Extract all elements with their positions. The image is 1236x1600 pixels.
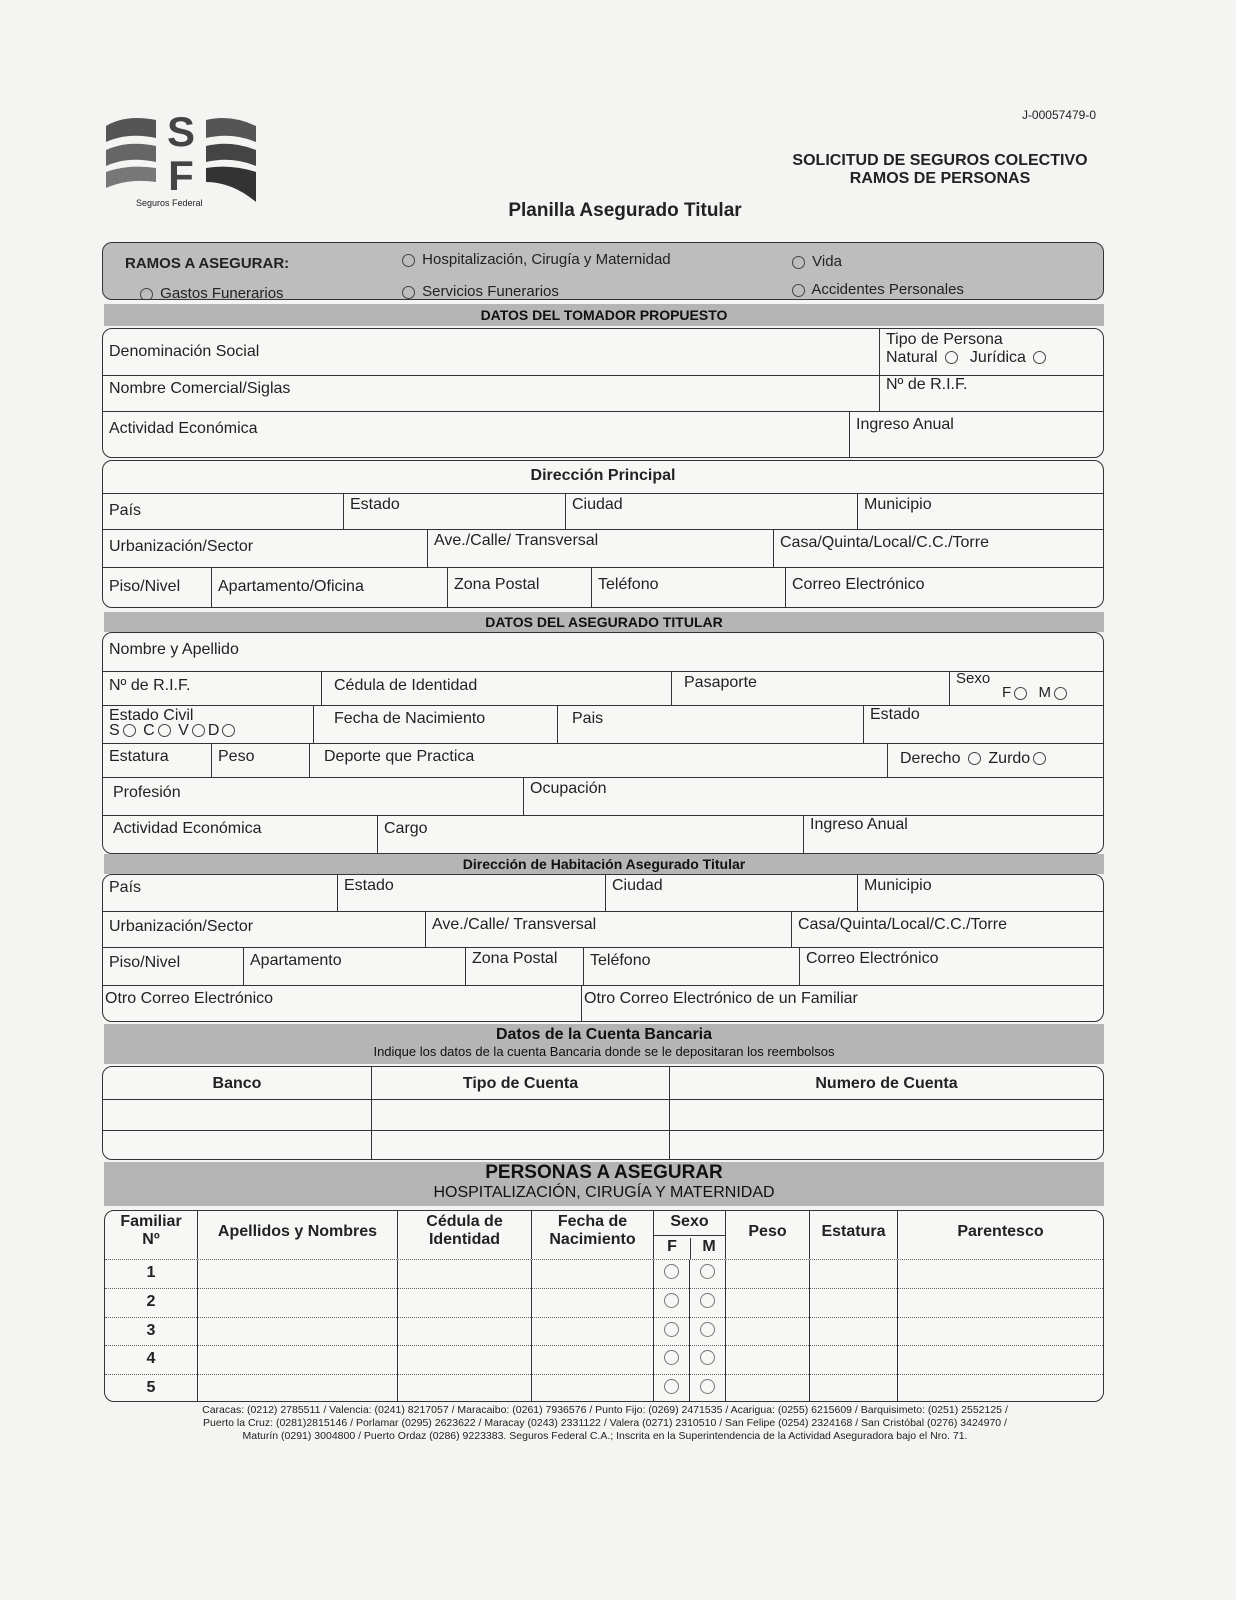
banco-heading: Datos de la Cuenta Bancaria bbox=[495, 1026, 713, 1043]
table-cell[interactable] bbox=[397, 1318, 531, 1347]
familiar-number: 3 bbox=[146, 1321, 156, 1339]
otro-correo-field[interactable]: Otro Correo Electrónico bbox=[105, 990, 274, 1007]
radio-v-icon[interactable] bbox=[192, 724, 205, 737]
hab-casa-field[interactable]: Casa/Quinta/Local/C.C./Torre bbox=[791, 912, 1103, 948]
profesion-field[interactable]: Profesión bbox=[113, 784, 181, 801]
zona-postal-field[interactable]: Zona Postal bbox=[447, 568, 591, 608]
lateralidad-field[interactable]: Derecho Zurdo bbox=[887, 744, 1103, 778]
table-cell[interactable] bbox=[809, 1375, 897, 1402]
col-cedula: Cédula de Identidad bbox=[397, 1211, 531, 1259]
familiar-number: 5 bbox=[146, 1379, 156, 1397]
table-cell[interactable] bbox=[725, 1318, 809, 1347]
ramos-section bbox=[102, 242, 1104, 300]
estado-field[interactable]: Estado bbox=[343, 494, 565, 530]
radio-m-icon[interactable] bbox=[689, 1375, 725, 1402]
svg-text:F: F bbox=[168, 152, 194, 199]
table-cell[interactable] bbox=[197, 1260, 397, 1289]
habitacion-section bbox=[102, 874, 1104, 1022]
hab-estado-field[interactable]: Estado bbox=[337, 875, 605, 911]
table-cell[interactable] bbox=[197, 1318, 397, 1347]
table-cell[interactable] bbox=[197, 1346, 397, 1375]
otro-correo-familiar-field[interactable]: Otro Correo Electrónico de un Familiar bbox=[581, 986, 1103, 1022]
table-cell[interactable] bbox=[197, 1375, 397, 1402]
numero-cuenta-input[interactable] bbox=[669, 1100, 1103, 1131]
radio-m-icon[interactable] bbox=[689, 1346, 725, 1375]
radio-m-icon[interactable] bbox=[689, 1289, 725, 1318]
hab-piso-field[interactable]: Piso/Nivel bbox=[109, 954, 181, 971]
svg-text:S: S bbox=[166, 108, 196, 155]
ramos-label: RAMOS A ASEGURAR: bbox=[125, 255, 290, 272]
cargo-field[interactable]: Cargo bbox=[377, 816, 803, 854]
personas-heading: PERSONAS A ASEGURAR bbox=[485, 1162, 723, 1183]
radio-m-icon[interactable] bbox=[689, 1318, 725, 1347]
document-number: J-00057479-0 bbox=[1021, 108, 1096, 122]
circle-icon[interactable] bbox=[664, 1264, 679, 1279]
table-row bbox=[105, 1345, 1103, 1375]
tipo-persona-field[interactable]: Tipo de Persona Natural Jurídica bbox=[879, 329, 1103, 375]
radio-icon[interactable] bbox=[402, 286, 415, 299]
radio-juridica-icon[interactable] bbox=[1033, 351, 1046, 364]
banco-table bbox=[102, 1066, 1104, 1160]
table-cell[interactable] bbox=[809, 1346, 897, 1375]
circle-icon[interactable] bbox=[700, 1264, 715, 1279]
circle-icon[interactable] bbox=[664, 1293, 679, 1308]
table-cell[interactable] bbox=[897, 1289, 1104, 1318]
col-peso: Peso bbox=[725, 1211, 809, 1259]
denominacion-field[interactable]: Denominación Social bbox=[109, 343, 260, 360]
casa-field[interactable]: Casa/Quinta/Local/C.C./Torre bbox=[773, 530, 1103, 568]
hab-avenida-field[interactable]: Ave./Calle/ Transversal bbox=[425, 912, 791, 948]
ingreso-anual-field[interactable]: Ingreso Anual bbox=[849, 412, 1103, 458]
radio-icon[interactable] bbox=[402, 254, 415, 267]
telefono-field[interactable]: Teléfono bbox=[591, 568, 785, 608]
col-parentesco: Parentesco bbox=[897, 1211, 1103, 1259]
table-cell[interactable] bbox=[531, 1260, 653, 1289]
radio-s-icon[interactable] bbox=[123, 724, 136, 737]
radio-m-icon[interactable] bbox=[1054, 687, 1067, 700]
tomador-rif-field[interactable]: Nº de R.I.F. bbox=[879, 376, 1103, 412]
radio-derecho-icon[interactable] bbox=[968, 752, 981, 765]
piso-field[interactable]: Piso/Nivel bbox=[109, 578, 181, 595]
circle-icon[interactable] bbox=[664, 1322, 679, 1337]
actividad-economica-field[interactable]: Actividad Económica bbox=[109, 420, 258, 437]
table-row bbox=[105, 1317, 1103, 1347]
radio-natural-icon[interactable] bbox=[945, 351, 958, 364]
logo-text: Seguros Federal bbox=[136, 198, 203, 208]
radio-f-icon[interactable] bbox=[653, 1375, 689, 1402]
banco-input[interactable] bbox=[103, 1131, 371, 1160]
table-cell[interactable] bbox=[397, 1375, 531, 1402]
tipo-cuenta-input[interactable] bbox=[371, 1131, 669, 1160]
personas-table bbox=[104, 1210, 1104, 1402]
circle-icon[interactable] bbox=[700, 1293, 715, 1308]
radio-f-icon[interactable] bbox=[653, 1260, 689, 1289]
correo-field[interactable]: Correo Electrónico bbox=[785, 568, 1103, 608]
numero-cuenta-input[interactable] bbox=[669, 1131, 1103, 1160]
radio-f-icon[interactable] bbox=[653, 1289, 689, 1318]
radio-m-icon[interactable] bbox=[689, 1260, 725, 1289]
company-logo bbox=[106, 106, 256, 212]
circle-icon[interactable] bbox=[664, 1379, 679, 1394]
hab-municipio-field[interactable]: Municipio bbox=[857, 875, 1103, 911]
table-row bbox=[105, 1259, 1103, 1289]
ramo-option-accidentes[interactable]: Accidentes Personales bbox=[789, 281, 964, 298]
table-cell[interactable] bbox=[531, 1318, 653, 1347]
table-cell[interactable] bbox=[897, 1375, 1104, 1402]
radio-f-icon[interactable] bbox=[1014, 687, 1027, 700]
ramo-option-gastos[interactable]: Gastos Funerarios bbox=[137, 285, 284, 300]
ramo-option-hospitalizacion[interactable]: Hospitalización, Cirugía y Maternidad bbox=[399, 251, 671, 268]
familiar-number: 2 bbox=[146, 1292, 156, 1310]
sexo-field[interactable]: Sexo F M bbox=[949, 672, 1103, 706]
estado-civil-field[interactable]: Estado Civil S C V D bbox=[103, 706, 313, 744]
circle-icon[interactable] bbox=[664, 1350, 679, 1365]
col-fecha-nacimiento: Fecha de Nacimiento bbox=[531, 1211, 653, 1259]
col-apellidos-nombres: Apellidos y Nombres bbox=[197, 1211, 397, 1259]
radio-zurdo-icon[interactable] bbox=[1033, 752, 1046, 765]
titular-rif-field[interactable]: Nº de R.I.F. bbox=[109, 677, 191, 694]
ramo-option-servicios[interactable]: Servicios Funerarios bbox=[399, 283, 559, 300]
banco-subheading: Indique los datos de la cuenta Bancaria donde se le depositaran los reembolsos bbox=[373, 1044, 835, 1059]
hab-urbanizacion-field[interactable]: Urbanización/Sector bbox=[109, 918, 254, 935]
nombre-comercial-field[interactable]: Nombre Comercial/Siglas bbox=[109, 380, 291, 397]
table-cell[interactable] bbox=[809, 1318, 897, 1347]
hab-zona-postal-field[interactable]: Zona Postal bbox=[465, 948, 583, 986]
col-estatura: Estatura bbox=[809, 1211, 897, 1259]
circle-icon[interactable] bbox=[700, 1350, 715, 1365]
table-cell[interactable] bbox=[725, 1346, 809, 1375]
table-cell[interactable] bbox=[531, 1346, 653, 1375]
tomador-heading: DATOS DEL TOMADOR PROPUESTO bbox=[104, 304, 1104, 326]
estatura-field[interactable]: Estatura bbox=[109, 748, 169, 765]
radio-f-icon[interactable] bbox=[653, 1318, 689, 1347]
hab-correo-field[interactable]: Correo Electrónico bbox=[799, 948, 1103, 986]
radio-icon[interactable] bbox=[792, 284, 805, 297]
col-numero-cuenta: Numero de Cuenta bbox=[669, 1067, 1103, 1099]
personas-heading-bar bbox=[104, 1162, 1104, 1206]
titular-ingreso-field[interactable]: Ingreso Anual bbox=[803, 816, 1103, 854]
radio-c-icon[interactable] bbox=[158, 724, 171, 737]
personas-subheading: HOSPITALIZACIÓN, CIRUGÍA Y MATERNIDAD bbox=[433, 1184, 775, 1201]
cedula-field[interactable]: Cédula de Identidad bbox=[321, 672, 671, 706]
urbanizacion-field[interactable]: Urbanización/Sector bbox=[109, 538, 254, 555]
tipo-cuenta-input[interactable] bbox=[371, 1100, 669, 1131]
ciudad-field[interactable]: Ciudad bbox=[565, 494, 857, 530]
avenida-field[interactable]: Ave./Calle/ Transversal bbox=[427, 530, 773, 568]
municipio-field[interactable]: Municipio bbox=[857, 494, 1103, 530]
apartamento-field[interactable]: Apartamento/Oficina bbox=[211, 568, 447, 608]
table-cell[interactable] bbox=[397, 1346, 531, 1375]
form-title: Planilla Asegurado Titular bbox=[508, 200, 742, 221]
table-cell[interactable] bbox=[531, 1375, 653, 1402]
titular-section bbox=[102, 632, 1104, 854]
titular-estado-field[interactable]: Estado bbox=[863, 706, 1103, 744]
direccion-principal-section bbox=[102, 460, 1104, 608]
ramo-option-vida[interactable]: Vida bbox=[789, 253, 842, 270]
deporte-field[interactable]: Deporte que Practica bbox=[309, 744, 887, 778]
titular-heading: DATOS DEL ASEGURADO TITULAR bbox=[104, 612, 1104, 632]
titular-actividad-field[interactable]: Actividad Económica bbox=[113, 820, 262, 837]
col-banco: Banco bbox=[212, 1075, 262, 1092]
hab-pais-field[interactable]: País bbox=[109, 879, 142, 896]
habitacion-heading: Dirección de Habitación Asegurado Titular bbox=[104, 854, 1104, 874]
direccion-heading: Dirección Principal bbox=[530, 467, 676, 484]
table-cell[interactable] bbox=[397, 1289, 531, 1318]
table-cell[interactable] bbox=[397, 1260, 531, 1289]
table-cell[interactable] bbox=[897, 1318, 1104, 1347]
radio-icon[interactable] bbox=[140, 288, 153, 300]
table-cell[interactable] bbox=[897, 1346, 1104, 1375]
table-cell[interactable] bbox=[809, 1289, 897, 1318]
col-tipo-cuenta: Tipo de Cuenta bbox=[371, 1067, 669, 1099]
banco-heading-bar bbox=[104, 1024, 1104, 1064]
pais-field[interactable]: País bbox=[109, 502, 142, 519]
circle-icon[interactable] bbox=[700, 1322, 715, 1337]
radio-icon[interactable] bbox=[792, 256, 805, 269]
table-cell[interactable] bbox=[725, 1375, 809, 1402]
circle-icon[interactable] bbox=[700, 1379, 715, 1394]
radio-f-icon[interactable] bbox=[653, 1346, 689, 1375]
banco-input[interactable] bbox=[103, 1100, 371, 1131]
hab-apartamento-field[interactable]: Apartamento bbox=[243, 948, 465, 986]
table-cell[interactable] bbox=[197, 1289, 397, 1318]
table-row bbox=[105, 1288, 1103, 1318]
fecha-nacimiento-field[interactable]: Fecha de Nacimiento bbox=[313, 706, 557, 744]
col-familiar: Familiar Nº bbox=[120, 1213, 182, 1248]
table-cell[interactable] bbox=[809, 1260, 897, 1289]
table-cell[interactable] bbox=[897, 1260, 1104, 1289]
radio-d-icon[interactable] bbox=[222, 724, 235, 737]
table-row bbox=[105, 1374, 1103, 1402]
familiar-number: 1 bbox=[146, 1264, 156, 1281]
familiar-number: 4 bbox=[146, 1350, 156, 1368]
col-sexo: Sexo F M bbox=[653, 1211, 725, 1259]
ocupacion-field[interactable]: Ocupación bbox=[523, 778, 1103, 816]
nombre-apellido-field[interactable]: Nombre y Apellido bbox=[109, 641, 239, 658]
tomador-section bbox=[102, 328, 1104, 458]
form-main-title: SOLICITUD DE SEGUROS COLECTIVO RAMOS DE PERSONAS bbox=[792, 152, 1088, 187]
hab-ciudad-field[interactable]: Ciudad bbox=[605, 875, 857, 911]
table-cell[interactable] bbox=[725, 1289, 809, 1318]
table-cell[interactable] bbox=[725, 1260, 809, 1289]
pasaporte-field[interactable]: Pasaporte bbox=[671, 672, 949, 706]
footer-contacts: Caracas: (0212) 2785511 / Valencia: (0241) 8217057 / Maracaibo: (0261) 7936576 / Punto Fijo: (0269) 2471535 / Acarigua: (0255) 6215609 / Barquisimeto: (0251) 2552125 / Puerto la Cruz: (0281)2815146 / Porlamar (0295) 2623622 / Maracay (0243) 2331122 / Valera (0271) 2310510 / San Felipe (0254) 2324168 / San Cristóbal (0276) 3424970 / Maturín (0291) 3004800 / Puerto Ordaz (0286) 9223383. Seguros Federal C.A.; Inscrita en la Superintendencia de la Actividad Aseguradora bajo el Nro. 71. bbox=[202, 1404, 1008, 1442]
table-cell[interactable] bbox=[531, 1289, 653, 1318]
hab-telefono-field[interactable]: Teléfono bbox=[583, 948, 799, 986]
titular-pais-field[interactable]: Pais bbox=[557, 706, 863, 744]
peso-field[interactable]: Peso bbox=[211, 744, 309, 778]
